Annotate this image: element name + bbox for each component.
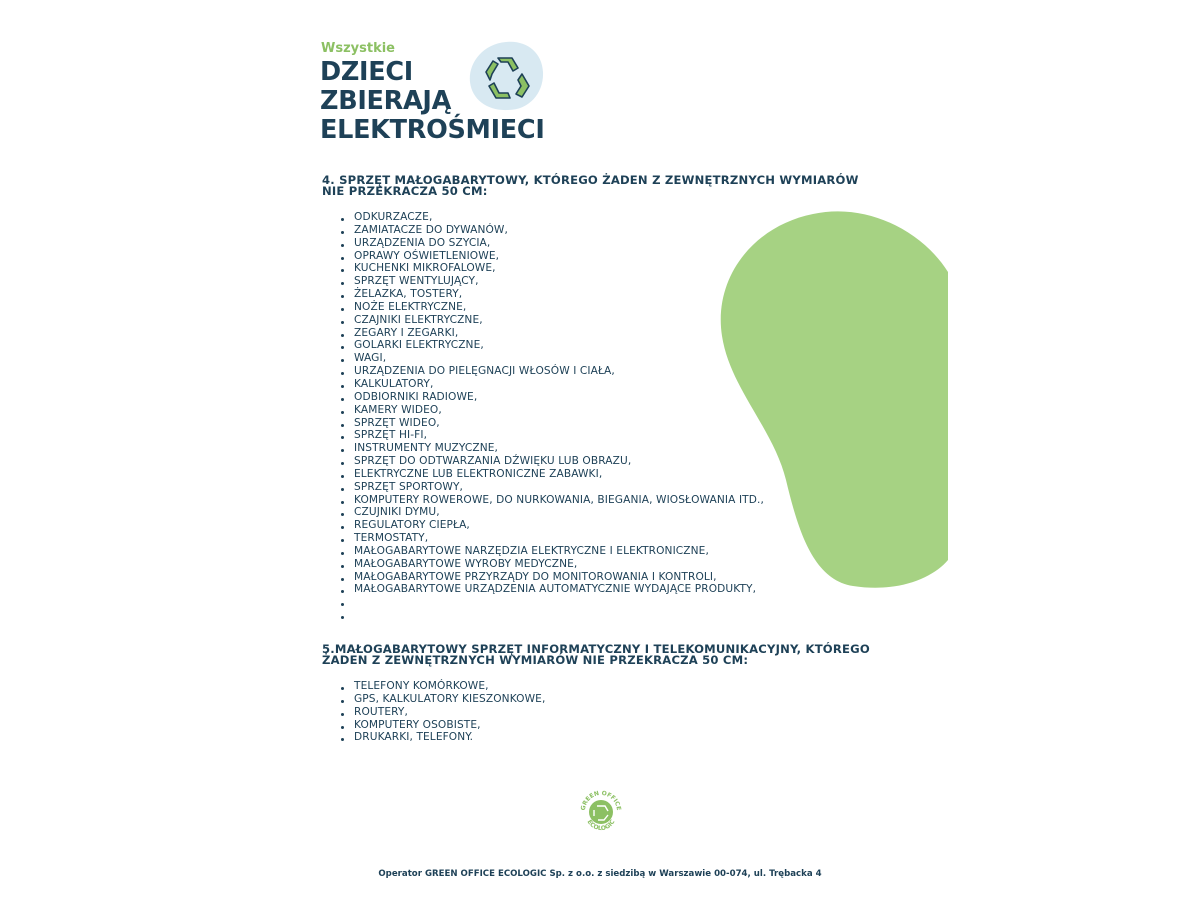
list-item xyxy=(338,365,764,378)
bullet-icon xyxy=(341,449,344,452)
bullet-icon xyxy=(341,726,344,729)
bullet-icon xyxy=(341,462,344,465)
list-item xyxy=(338,571,764,584)
bullet-icon xyxy=(341,282,344,285)
list-item xyxy=(338,494,764,507)
list-item xyxy=(338,429,764,442)
title-line-3: ELEKTROŚMIECI xyxy=(320,115,545,145)
bullet-icon xyxy=(341,269,344,272)
logo-text-top: GREEN OFFICE xyxy=(579,789,623,811)
list-item xyxy=(338,378,764,391)
section-4-heading-line-1: 4. SPRZĘT MAŁOGABARYTOWY, KTÓREGO ŻADEN Z ZEWNĘTRZNYCH WYMIARÓW xyxy=(322,173,859,187)
list-item-text: SPRZĘT DO ODTWARZANIA DŹWIĘKU LUB OBRAZU, xyxy=(354,455,632,468)
list-item-text: ODKURZACZE, xyxy=(354,211,433,223)
list-item xyxy=(338,731,545,744)
list-item-text: MAŁOGABARYTOWE PRZYRZĄDY DO MONITOROWANIA I KONTROLI, xyxy=(354,570,717,583)
list-item xyxy=(338,275,764,288)
list-item-text: MAŁOGABARYTOWE NARZĘDZIA ELEKTRYCZNE I ELEKTRONICZNE, xyxy=(354,544,709,557)
list-item xyxy=(338,583,764,596)
list-item xyxy=(338,211,764,224)
recycle-icon xyxy=(468,40,544,112)
bullet-icon xyxy=(341,308,344,311)
list-item-text: REGULATORY CIEPŁA, xyxy=(354,519,470,532)
list-item xyxy=(338,596,764,609)
list-item xyxy=(338,250,764,263)
list-item xyxy=(338,706,545,719)
bullet-icon xyxy=(341,501,344,504)
list-item-text: SPRZĘT HI-FI, xyxy=(354,429,428,442)
list-item xyxy=(338,301,764,314)
bullet-icon xyxy=(341,372,344,375)
list-item-text: INSTRUMENTY MUZYCZNE, xyxy=(354,442,499,455)
list-item-text: SPRZĘT SPORTOWY, xyxy=(354,480,464,493)
bullet-icon xyxy=(341,713,344,716)
bullet-icon xyxy=(341,552,344,555)
header-subtitle: Wszystkie xyxy=(321,41,395,56)
list-item xyxy=(338,506,764,519)
bullet-icon xyxy=(341,590,344,593)
list-item xyxy=(338,391,764,404)
list-item-text: NOŻE ELEKTRYCZNE, xyxy=(354,300,467,313)
list-item xyxy=(338,468,764,481)
list-item xyxy=(338,352,764,365)
bullet-icon xyxy=(341,488,344,491)
list-item-text: CZUJNIKI DYMU, xyxy=(354,506,440,519)
list-item xyxy=(338,327,764,340)
list-item-text: TERMOSTATY, xyxy=(354,532,429,545)
list-item-text: SPRZĘT WIDEO, xyxy=(354,416,440,429)
list-item-text: ZAMIATACZE DO DYWANÓW, xyxy=(354,223,508,236)
list-item-text: GPS, KALKULATORY KIESZONKOWE, xyxy=(354,692,546,705)
bullet-icon xyxy=(341,475,344,478)
section-5-heading-line-2: ŻADEN Z ZEWNĘTRZNYCH WYMIARÓW NIE PRZEKRACZA 50 CM: xyxy=(322,653,749,667)
list-item-text: MAŁOGABARYTOWE WYROBY MEDYCZNE, xyxy=(354,557,578,570)
list-item-text: KOMPUTERY OSOBISTE, xyxy=(354,718,481,731)
bullet-icon xyxy=(341,616,344,619)
list-item-text: GOLARKI ELEKTRYCZNE, xyxy=(354,339,484,352)
section-5-heading-line-1: 5.MAŁOGABARYTOWY SPRZĘT INFORMATYCZNY I TELEKOMUNIKACYJNY, KTÓREGO xyxy=(322,642,870,656)
bullet-icon xyxy=(341,565,344,568)
bullet-icon xyxy=(341,738,344,741)
section-5-heading xyxy=(322,644,870,666)
section-4-list xyxy=(338,211,764,622)
list-item-text: ODBIORNIKI RADIOWE, xyxy=(354,390,478,403)
bullet-icon xyxy=(341,398,344,401)
list-item-text: CZAJNIKI ELEKTRYCZNE, xyxy=(354,313,483,326)
list-item-text: SPRZĘT WENTYLUJĄCY, xyxy=(354,275,479,288)
list-item xyxy=(338,237,764,250)
bullet-icon xyxy=(341,295,344,298)
bullet-icon xyxy=(341,539,344,542)
bullet-icon xyxy=(341,700,344,703)
list-item xyxy=(338,417,764,430)
list-item xyxy=(338,693,545,706)
list-item-text: URZĄDZENIA DO SZYCIA, xyxy=(354,236,491,249)
bullet-icon xyxy=(341,346,344,349)
list-item-text: ŻELAZKA, TOSTERY, xyxy=(354,288,463,301)
list-item xyxy=(338,442,764,455)
bullet-icon xyxy=(341,231,344,234)
list-item xyxy=(338,545,764,558)
list-item-text: TELEFONY KOMÓRKOWE, xyxy=(354,680,489,692)
list-item xyxy=(338,609,764,622)
bullet-icon xyxy=(341,424,344,427)
bullet-icon xyxy=(341,526,344,529)
bullet-icon xyxy=(341,687,344,690)
list-item xyxy=(338,558,764,571)
list-item xyxy=(338,339,764,352)
list-item xyxy=(338,288,764,301)
list-item xyxy=(338,680,545,693)
bullet-icon xyxy=(341,244,344,247)
list-item xyxy=(338,719,545,732)
list-item-text: WAGI, xyxy=(354,352,387,365)
list-item-text: KALKULATORY, xyxy=(354,377,434,390)
title-line-1: DZIECI xyxy=(320,57,413,87)
list-item xyxy=(338,224,764,237)
list-item xyxy=(338,519,764,532)
bullet-icon xyxy=(341,257,344,260)
logo-text-bottom: ECOLOGIC xyxy=(585,818,617,833)
bullet-icon xyxy=(341,359,344,362)
bullet-icon xyxy=(341,385,344,388)
list-item-text: OPRAWY OŚWIETLENIOWE, xyxy=(354,249,500,262)
section-4-heading-line-2: NIE PRZEKRACZA 50 CM: xyxy=(322,184,488,198)
section-5-list xyxy=(338,680,545,744)
list-item xyxy=(338,404,764,417)
list-item-text: KAMERY WIDEO, xyxy=(354,403,442,416)
list-item xyxy=(338,262,764,275)
list-item xyxy=(338,481,764,494)
footer-operator-text: Operator GREEN OFFICE ECOLOGIC Sp. z o.o. z siedzibą w Warszawie 00-074, ul. Trębacka 4 xyxy=(378,869,822,879)
bullet-icon xyxy=(341,334,344,337)
bullet-icon xyxy=(341,436,344,439)
title-line-2: ZBIERAJĄ xyxy=(320,86,452,116)
list-item xyxy=(338,532,764,545)
list-item-text: ELEKTRYCZNE LUB ELEKTRONICZNE ZABAWKI, xyxy=(354,467,603,480)
bullet-icon xyxy=(341,603,344,606)
list-item xyxy=(338,455,764,468)
list-item-text: MAŁOGABARYTOWE URZĄDZENIA AUTOMATYCZNIE WYDAJĄCE PRODUKTY, xyxy=(354,583,757,596)
list-item-text: KOMPUTERY ROWEROWE, DO NURKOWANIA, BIEGANIA, WIOSŁOWANIA ITD., xyxy=(354,493,764,506)
list-item-text: DRUKARKI, TELEFONY. xyxy=(354,731,474,744)
list-item-text: ROUTERY, xyxy=(354,705,408,718)
bullet-icon xyxy=(341,321,344,324)
list-item-text: KUCHENKI MIKROFALOWE, xyxy=(354,262,496,275)
list-item xyxy=(338,314,764,327)
bullet-icon xyxy=(341,578,344,581)
green-office-ecologic-logo xyxy=(577,785,625,837)
bullet-icon xyxy=(341,218,344,221)
bullet-icon xyxy=(341,411,344,414)
bullet-icon xyxy=(341,513,344,516)
section-4-heading xyxy=(322,175,859,197)
list-item-text: URZĄDZENIA DO PIELĘGNACJI WŁOSÓW I CIAŁA, xyxy=(354,365,615,378)
list-item-text: ZEGARY I ZEGARKI, xyxy=(354,326,459,339)
